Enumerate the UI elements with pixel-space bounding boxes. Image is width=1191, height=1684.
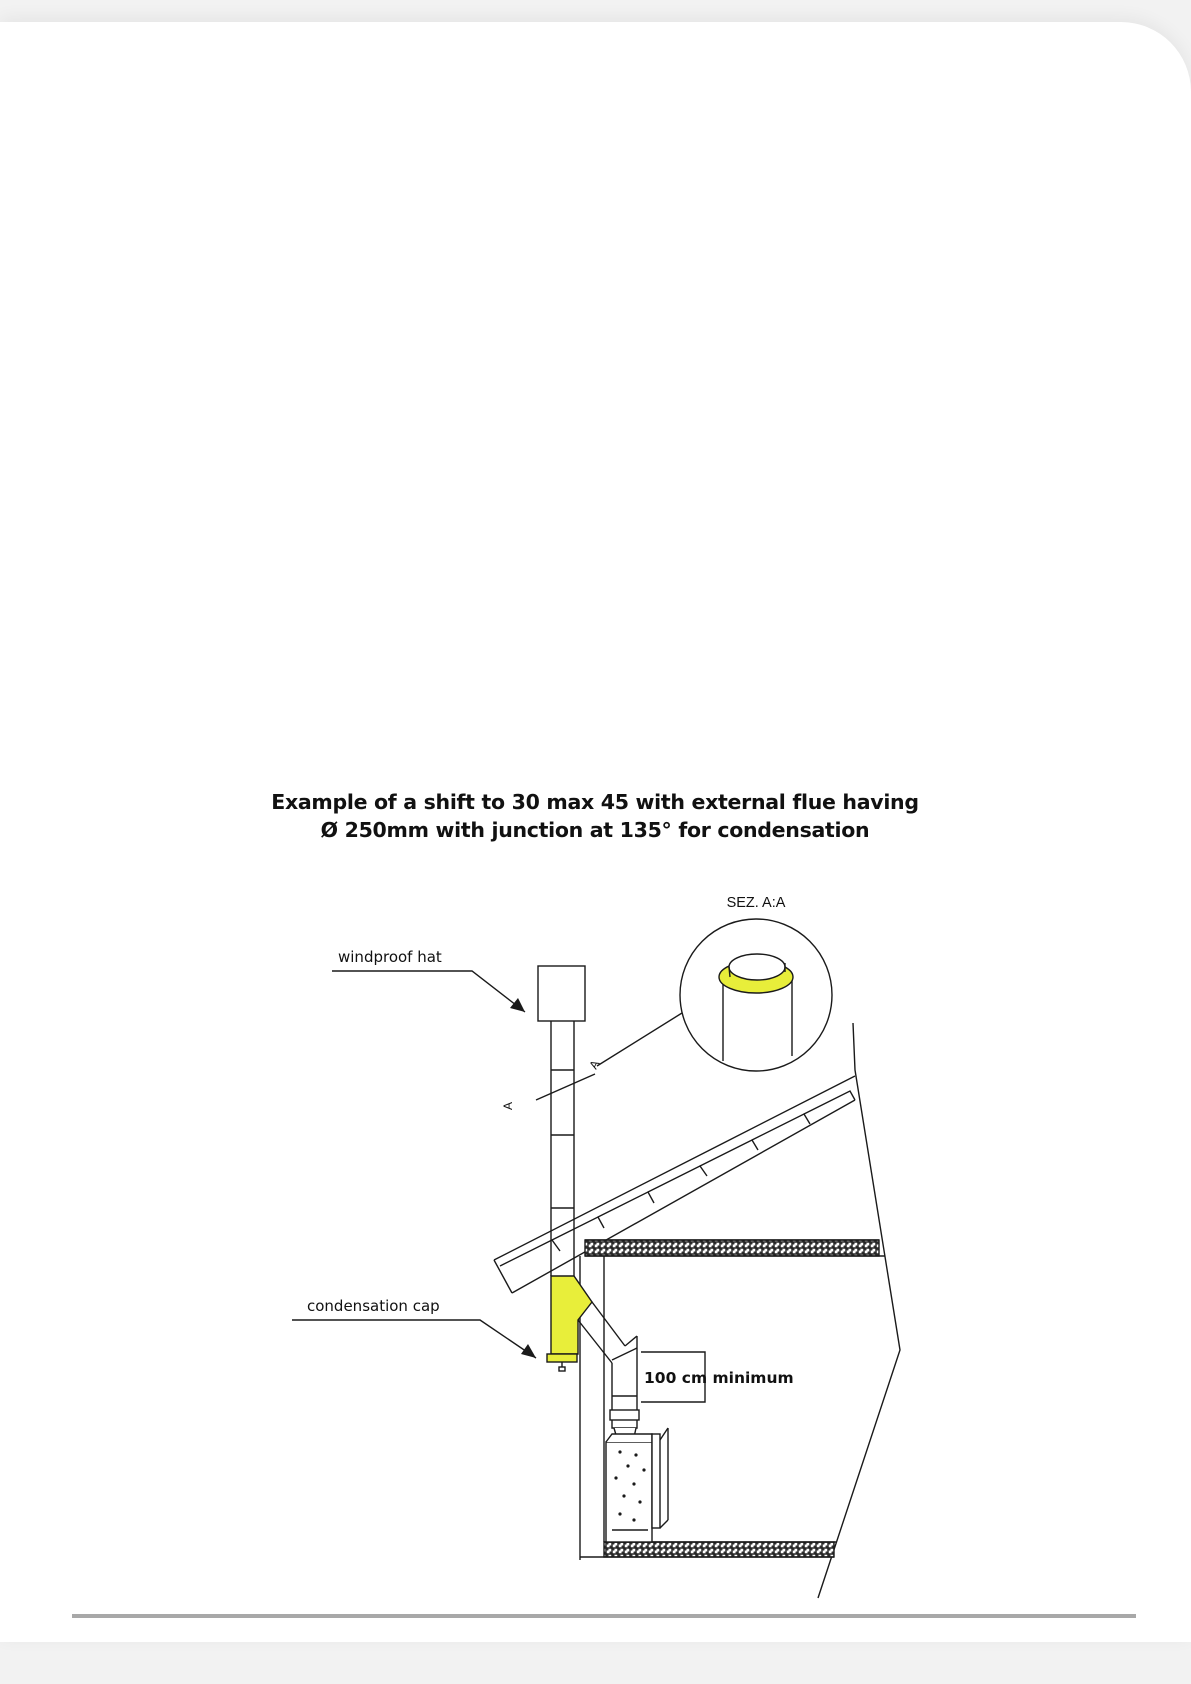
windproof-hat-label: windproof hat xyxy=(338,948,442,966)
condensation-cap-arrow xyxy=(521,1344,536,1358)
junction-135 xyxy=(547,1276,592,1371)
ceiling-insulation xyxy=(585,1240,879,1256)
external-flue xyxy=(551,1021,574,1276)
windproof-hat-leader xyxy=(332,971,525,1012)
section-marker-right: A xyxy=(586,1057,603,1072)
condensation-cap-label: condensation cap xyxy=(307,1297,440,1315)
section-cut-markers xyxy=(501,1058,602,1110)
section-label: SEZ. A:A xyxy=(726,895,786,911)
section-leader-line xyxy=(597,1013,682,1066)
min-distance-label: 100 cm minimum xyxy=(644,1369,794,1387)
exterior-wall xyxy=(818,1023,900,1598)
bottom-rule xyxy=(72,1614,1136,1618)
condensation-cap xyxy=(547,1354,577,1362)
title-line-2: Ø 250mm with junction at 135° for condensation xyxy=(320,818,870,842)
condensation-cap-leader xyxy=(292,1320,536,1358)
section-detail xyxy=(597,919,832,1071)
connecting-flue-pipe xyxy=(578,1302,639,1442)
stove xyxy=(606,1428,668,1542)
floor-insulation xyxy=(604,1542,834,1557)
roof xyxy=(494,1076,855,1293)
title-line-1: Example of a shift to 30 max 45 with external flue having xyxy=(271,790,919,814)
windproof-hat-arrow xyxy=(510,998,525,1012)
section-marker-left: A xyxy=(501,1101,515,1110)
windproof-hat xyxy=(538,966,585,1021)
